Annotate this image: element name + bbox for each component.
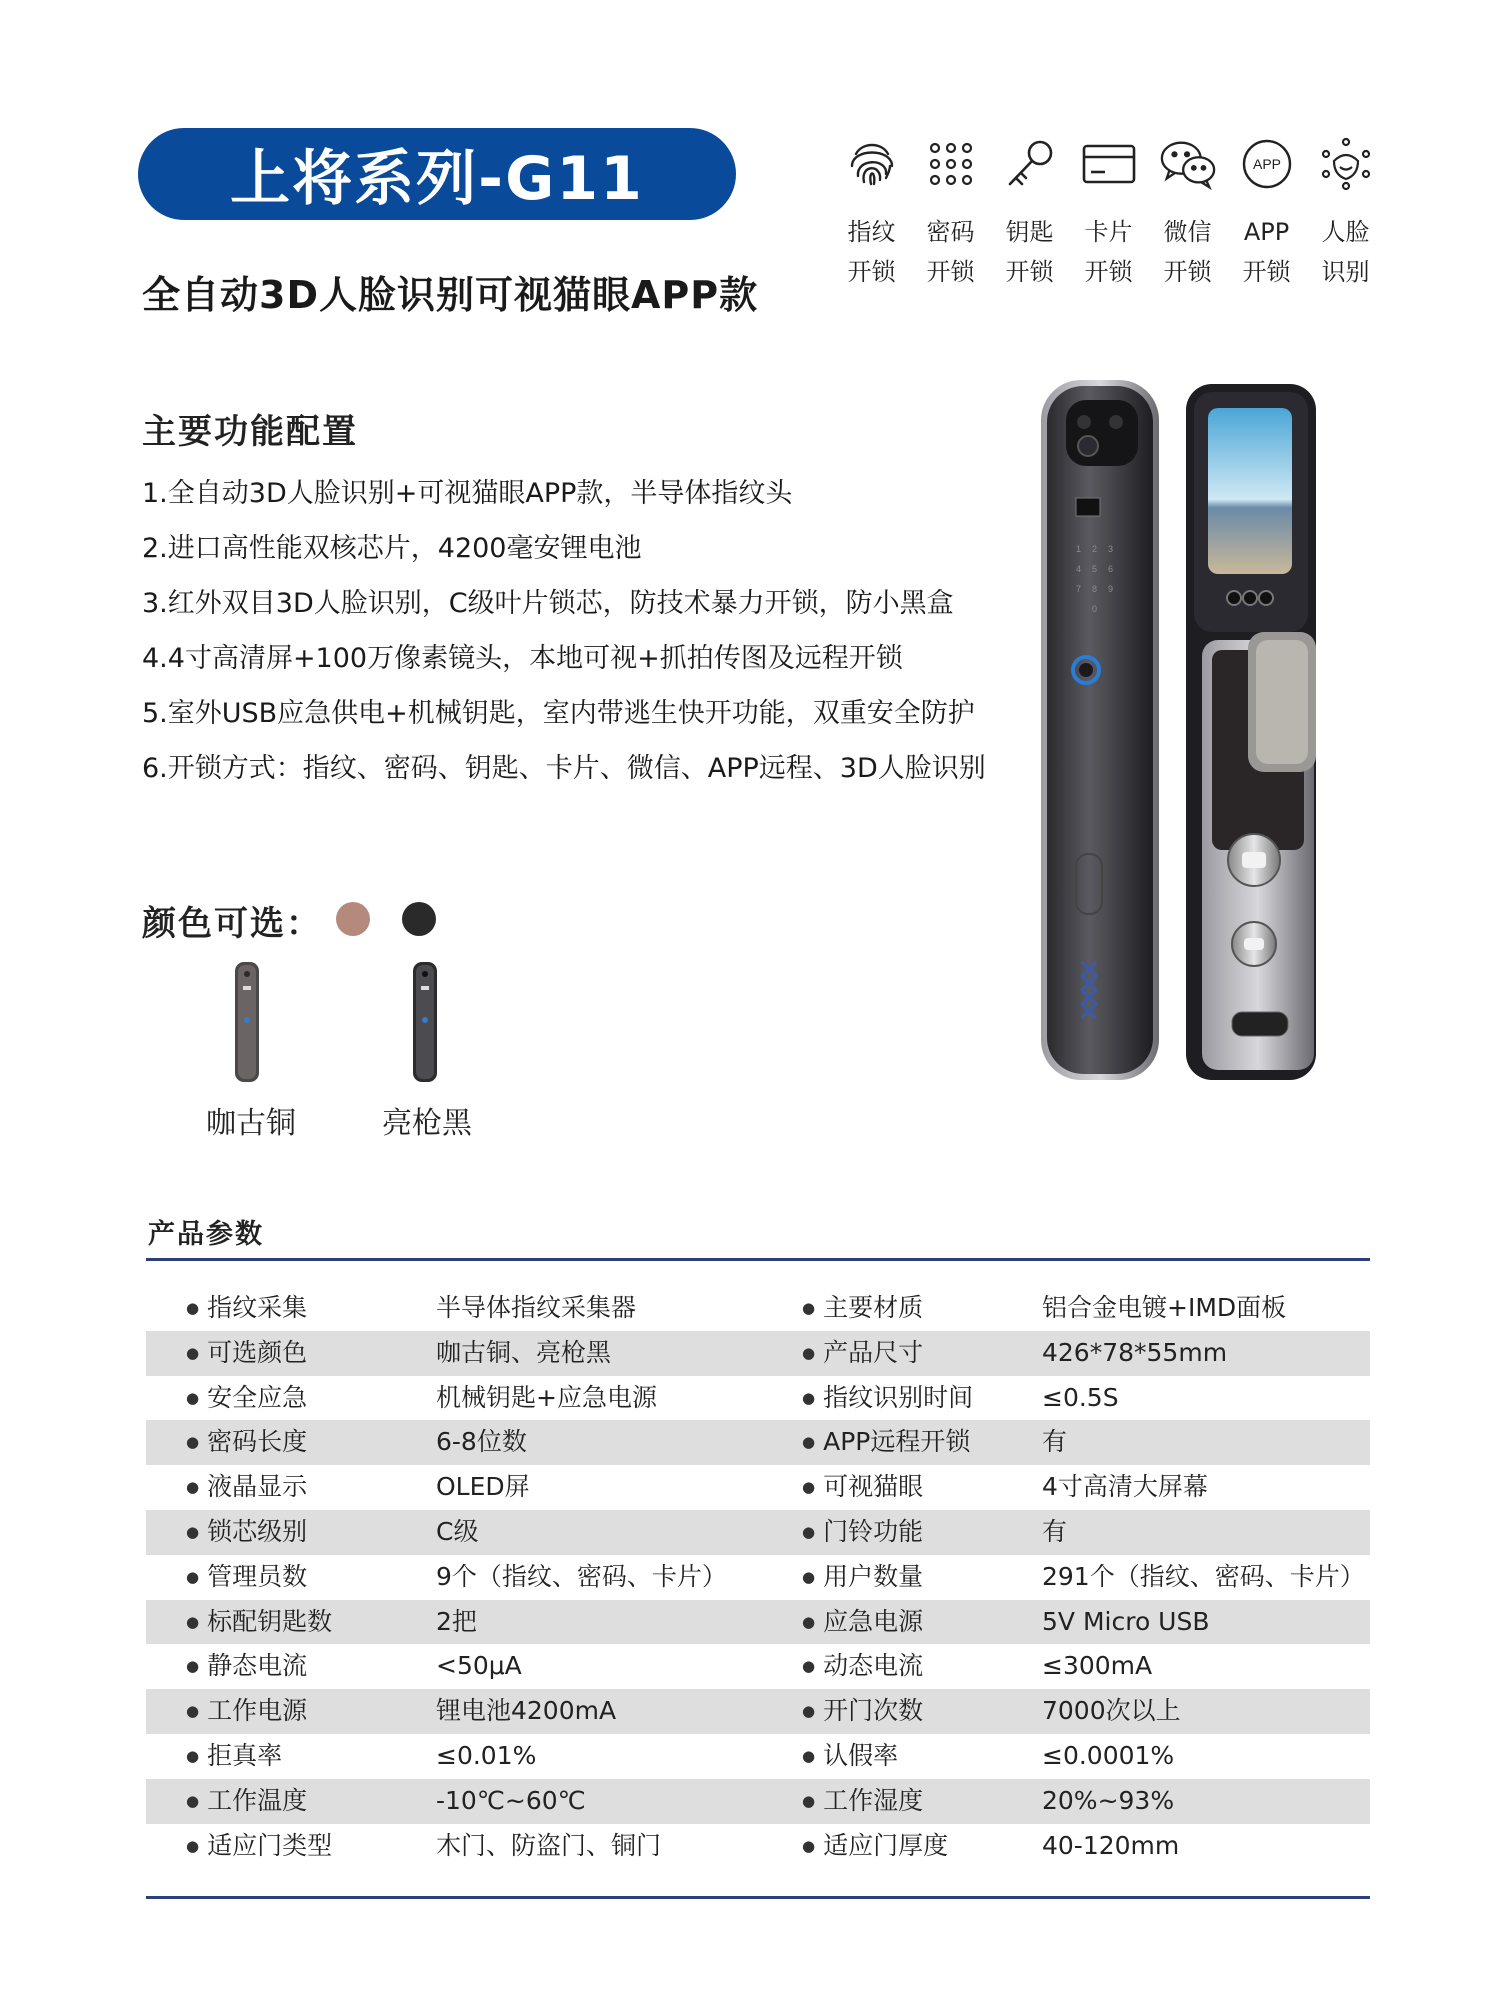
feature-item: 4.4寸高清屏+100万像素镜头，本地可视+抓拍传图及远程开锁 [142, 643, 903, 674]
svg-text:5: 5 [1092, 564, 1098, 574]
param-value: ≤300mA [1042, 1651, 1153, 1681]
param-value: 咖古铜、亮枪黑 [436, 1337, 612, 1367]
series-title-banner [138, 128, 736, 220]
param-label: ● APP远程开锁 [802, 1420, 970, 1465]
param-label: ● 动态电流 [802, 1644, 923, 1689]
params-top-rule [146, 1258, 1370, 1261]
param-label: ● 用户数量 [802, 1555, 923, 1600]
param-row [146, 1824, 1370, 1869]
feature-item: 2.进口高性能双核芯片，4200毫安锂电池 [142, 533, 642, 564]
method-card [1069, 134, 1148, 292]
param-value: 20%~93% [1042, 1785, 1175, 1815]
param-value: -10℃~60℃ [436, 1785, 586, 1815]
param-value: 半导体指纹采集器 [436, 1293, 637, 1322]
features-heading: 主要功能配置 [142, 412, 358, 452]
param-label: ● 门铃功能 [802, 1510, 923, 1555]
param-label: ● 密码长度 [186, 1420, 307, 1465]
svg-text:9: 9 [1108, 584, 1114, 594]
params-bottom-rule [146, 1896, 1370, 1899]
param-value: 木门、防盗门、铜门 [436, 1830, 662, 1860]
param-value: 9个（指纹、密码、卡片） [436, 1561, 727, 1591]
param-row [146, 1465, 1370, 1510]
svg-text:0: 0 [1092, 604, 1098, 614]
param-value: 291个（指纹、密码、卡片） [1042, 1561, 1365, 1591]
param-value: 40-120mm [1042, 1830, 1180, 1860]
param-label: ● 管理员数 [186, 1555, 307, 1600]
param-value: 有 [1042, 1516, 1068, 1546]
feature-item: 6.开锁方式：指纹、密码、钥匙、卡片、微信、APP远程、3D人脸识别 [142, 753, 986, 784]
method-label: 密码 开锁 [926, 218, 975, 286]
svg-text:6: 6 [1108, 564, 1114, 574]
param-label: ● 液晶显示 [186, 1465, 307, 1510]
feature-list [142, 466, 986, 796]
method-password [911, 134, 990, 292]
param-label: ● 工作湿度 [802, 1779, 923, 1824]
param-label: ● 可视猫眼 [802, 1465, 923, 1510]
svg-text:7: 7 [1076, 584, 1082, 594]
color-name-black: 亮枪黑 [382, 1106, 472, 1141]
feature-item: 3.红外双目3D人脸识别，C级叶片锁芯，防技术暴力开锁，防小黑盒 [142, 588, 954, 619]
swatch-black [402, 902, 436, 936]
param-row [146, 1734, 1370, 1779]
color-heading: 颜色可选： [142, 904, 322, 944]
param-row [146, 1286, 1370, 1331]
param-value: 7000次以上 [1042, 1696, 1181, 1726]
svg-text:1: 1 [1076, 544, 1082, 554]
param-label: ● 主要材质 [802, 1286, 923, 1331]
param-value: 4寸高清大屏幕 [1042, 1472, 1208, 1502]
color-name-bronze: 咖古铜 [206, 1106, 296, 1141]
param-label: ● 适应门厚度 [802, 1824, 948, 1869]
param-label: ● 拒真率 [186, 1734, 282, 1779]
method-fingerprint [832, 134, 911, 292]
param-label: ● 开门次数 [802, 1689, 923, 1734]
key-icon [1000, 134, 1060, 194]
param-value: 5V Micro USB [1042, 1606, 1210, 1636]
param-value: 铝合金电镀+IMD面板 [1042, 1293, 1287, 1322]
svg-text:4: 4 [1076, 564, 1082, 574]
method-label: 钥匙 开锁 [1005, 218, 1054, 286]
method-wechat [1148, 134, 1227, 292]
swatch-bronze [336, 902, 370, 936]
param-label: ● 指纹采集 [186, 1286, 307, 1331]
keypad-icon [921, 134, 981, 194]
param-row [146, 1600, 1370, 1645]
card-icon [1079, 134, 1139, 194]
svg-text:8: 8 [1092, 584, 1098, 594]
param-row [146, 1555, 1370, 1600]
param-row [146, 1644, 1370, 1689]
param-value: 2把 [436, 1606, 477, 1636]
smart-lock-product-image [1036, 372, 1326, 1092]
param-label: ● 应急电源 [802, 1600, 923, 1645]
param-value: <50μA [436, 1651, 522, 1681]
method-key [990, 134, 1069, 292]
param-row [146, 1376, 1370, 1421]
param-label: ● 认假率 [802, 1734, 898, 1779]
svg-text:3: 3 [1108, 544, 1114, 554]
svg-text:APP: APP [1252, 156, 1281, 172]
param-row [146, 1331, 1370, 1376]
feature-item: 5.室外USB应急供电+机械钥匙，室内带逃生快开功能，双重安全防护 [142, 698, 975, 729]
param-label: ● 产品尺寸 [802, 1331, 923, 1376]
params-heading: 产品参数 [148, 1219, 264, 1250]
param-row [146, 1689, 1370, 1734]
param-row [146, 1420, 1370, 1465]
param-label: ● 可选颜色 [186, 1331, 307, 1376]
method-app [1227, 134, 1306, 292]
param-label: ● 锁芯级别 [186, 1510, 307, 1555]
method-label: 卡片 开锁 [1084, 218, 1133, 286]
unlock-methods [832, 134, 1385, 292]
fingerprint-icon [842, 134, 902, 194]
param-label: ● 适应门类型 [186, 1824, 332, 1869]
param-label: ● 标配钥匙数 [186, 1600, 332, 1645]
lock-thumbnail-bronze [232, 960, 262, 1084]
param-value: OLED屏 [436, 1472, 530, 1502]
method-label: APP 开锁 [1242, 218, 1291, 286]
method-label: 微信 开锁 [1163, 218, 1212, 286]
param-label: ● 安全应急 [186, 1376, 307, 1421]
method-label: 人脸 识别 [1321, 218, 1370, 286]
param-value: ≤0.01% [436, 1740, 537, 1770]
param-value: 426*78*55mm [1042, 1337, 1228, 1367]
method-label: 指纹 开锁 [847, 218, 896, 286]
feature-item: 1.全自动3D人脸识别+可视猫眼APP款，半导体指纹头 [142, 478, 793, 509]
param-value: ≤0.0001% [1042, 1740, 1175, 1770]
param-value: 锂电池4200mA [436, 1696, 617, 1726]
params-table [146, 1286, 1370, 1868]
param-row [146, 1510, 1370, 1555]
param-label: ● 静态电流 [186, 1644, 307, 1689]
wechat-icon [1158, 134, 1218, 194]
face-icon [1316, 134, 1376, 194]
param-value: 机械钥匙+应急电源 [436, 1382, 657, 1412]
param-value: C级 [436, 1516, 479, 1546]
param-value: ≤0.5S [1042, 1382, 1119, 1412]
lock-thumbnail-black [410, 960, 440, 1084]
series-title: 上将系列-G11 [230, 144, 644, 214]
param-value: 有 [1042, 1427, 1068, 1457]
param-value: 6-8位数 [436, 1427, 527, 1457]
param-label: ● 工作温度 [186, 1779, 307, 1824]
svg-text:2: 2 [1092, 544, 1098, 554]
param-row [146, 1779, 1370, 1824]
method-face [1306, 134, 1385, 292]
param-label: ● 指纹识别时间 [802, 1376, 973, 1421]
param-label: ● 工作电源 [186, 1689, 307, 1734]
product-subtitle: 全自动3D人脸识别可视猫眼APP款 [142, 273, 759, 317]
app-icon [1237, 134, 1297, 194]
